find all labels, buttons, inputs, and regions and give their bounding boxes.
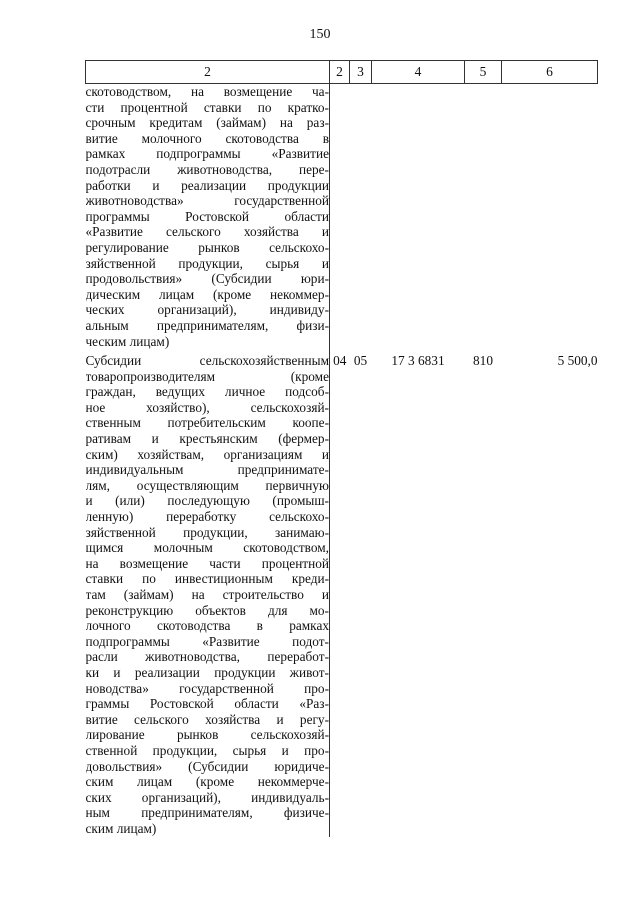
header-col-target-article: 4 [372, 61, 465, 84]
description-line: довольствия» (Субсидии юридиче- [85, 758, 329, 774]
table-row [86, 349, 598, 836]
description-line: работки и реализации продукции [85, 177, 329, 193]
description-line: товаропроизводителям (кроме [85, 368, 329, 384]
header-col-amount: 6 [502, 61, 598, 84]
description-line: лирование рынков сельскохозяй- [85, 727, 329, 743]
header-row [86, 61, 598, 84]
header-col-subsection: 3 [350, 61, 372, 84]
description-line: рамках подпрограммы «Развитие [85, 146, 329, 162]
description-line: ских организаций), индивидуаль- [85, 789, 329, 805]
description-line: граммы Ростовской области «Раз- [85, 696, 329, 712]
header-col-description: 2 [86, 61, 330, 84]
row-subsection-code: 05 [353, 353, 368, 369]
description-line: граждан, ведущих личное подсоб- [85, 384, 329, 400]
description-line: ставки по инвестиционным креди- [85, 571, 329, 587]
description-line: ративам и крестьянским (фермер- [85, 431, 329, 447]
row-target-article: 17 3 6831 [391, 353, 445, 369]
description-line: ским лицам (кроме некоммерче- [85, 774, 329, 790]
row-expense-type: 810 [473, 353, 493, 369]
header-col-expense-type: 5 [465, 61, 502, 84]
description-line: «Развитие сельского хозяйства и [85, 224, 329, 240]
budget-table [85, 60, 598, 837]
row-amount: 5 500,0 [557, 353, 598, 369]
description-line: ческих организаций), индивиду- [85, 302, 329, 318]
description-line: ленную) переработку сельскохо- [85, 509, 329, 525]
description-line: лочного скотоводства в рамках [85, 618, 329, 634]
description-line: ским) хозяйствам, организациям и [85, 446, 329, 462]
description-line: Субсидии сельскохозяйственным [85, 353, 329, 369]
description-line: ческим лицам) [85, 333, 170, 349]
description-line: срочным кредитам (займам) на раз- [85, 115, 329, 131]
description-line: скотоводством, на возмещение ча- [85, 84, 329, 99]
description-line: щимся молочным скотоводством, [85, 540, 329, 556]
description-line: и (или) последующую (промыш- [85, 493, 329, 509]
description-line: витие сельского хозяйства и регу- [85, 711, 329, 727]
description-line: реконструкцию объектов для мо- [85, 602, 329, 618]
row-description [86, 84, 330, 350]
row-section-code: 04 [333, 353, 347, 369]
row-expense-type [465, 84, 502, 350]
row-description [86, 349, 330, 836]
table-row [86, 84, 598, 350]
description-line: ки и реализации продукции живот- [85, 664, 329, 680]
description-line: дическим лицам (кроме некоммер- [85, 286, 329, 302]
row-section-code [330, 84, 350, 350]
description-line: на возмещение части процентной [85, 555, 329, 571]
description-line: там (займам) на строительство и [85, 587, 329, 602]
description-line: сти процентной ставки по кратко- [85, 99, 329, 115]
header-col-section: 2 [330, 61, 350, 84]
description-line: ственным потребительским коопе- [85, 415, 329, 431]
description-line: лям, осуществляющим первичную [85, 477, 329, 493]
description-line: новодства» государственной про- [85, 680, 329, 696]
description-line: индивидуальным предпринимате- [85, 462, 329, 478]
row-amount [502, 84, 598, 350]
description-line: ским лицам) [85, 820, 157, 836]
description-line: витие молочного скотоводства в [85, 130, 329, 146]
description-line: регулирование рынков сельскохо- [85, 239, 329, 255]
description-line: продовольствия» (Субсидии юри- [85, 271, 329, 287]
description-line: ное хозяйство), сельскохозяй- [85, 399, 329, 415]
row-target-article [372, 84, 465, 350]
description-line: расли животноводства, переработ- [85, 649, 329, 665]
description-line: подотрасли животноводства, пере- [85, 161, 329, 177]
description-line: зяйственной продукции, занимаю- [85, 524, 329, 540]
description-line: животноводства» государственной [85, 193, 329, 209]
row-subsection-code [350, 84, 372, 350]
description-line: ным предпринимателям, физиче- [85, 805, 329, 821]
description-line: программы Ростовской области [85, 208, 329, 224]
description-line: альным предпринимателям, физи- [85, 317, 329, 333]
description-line: ственной продукции, сырья и про- [85, 742, 329, 758]
page-number: 150 [309, 27, 331, 42]
description-line: зяйственной продукции, сырья и [85, 255, 329, 271]
description-line: подпрограммы «Развитие подот- [85, 633, 329, 649]
